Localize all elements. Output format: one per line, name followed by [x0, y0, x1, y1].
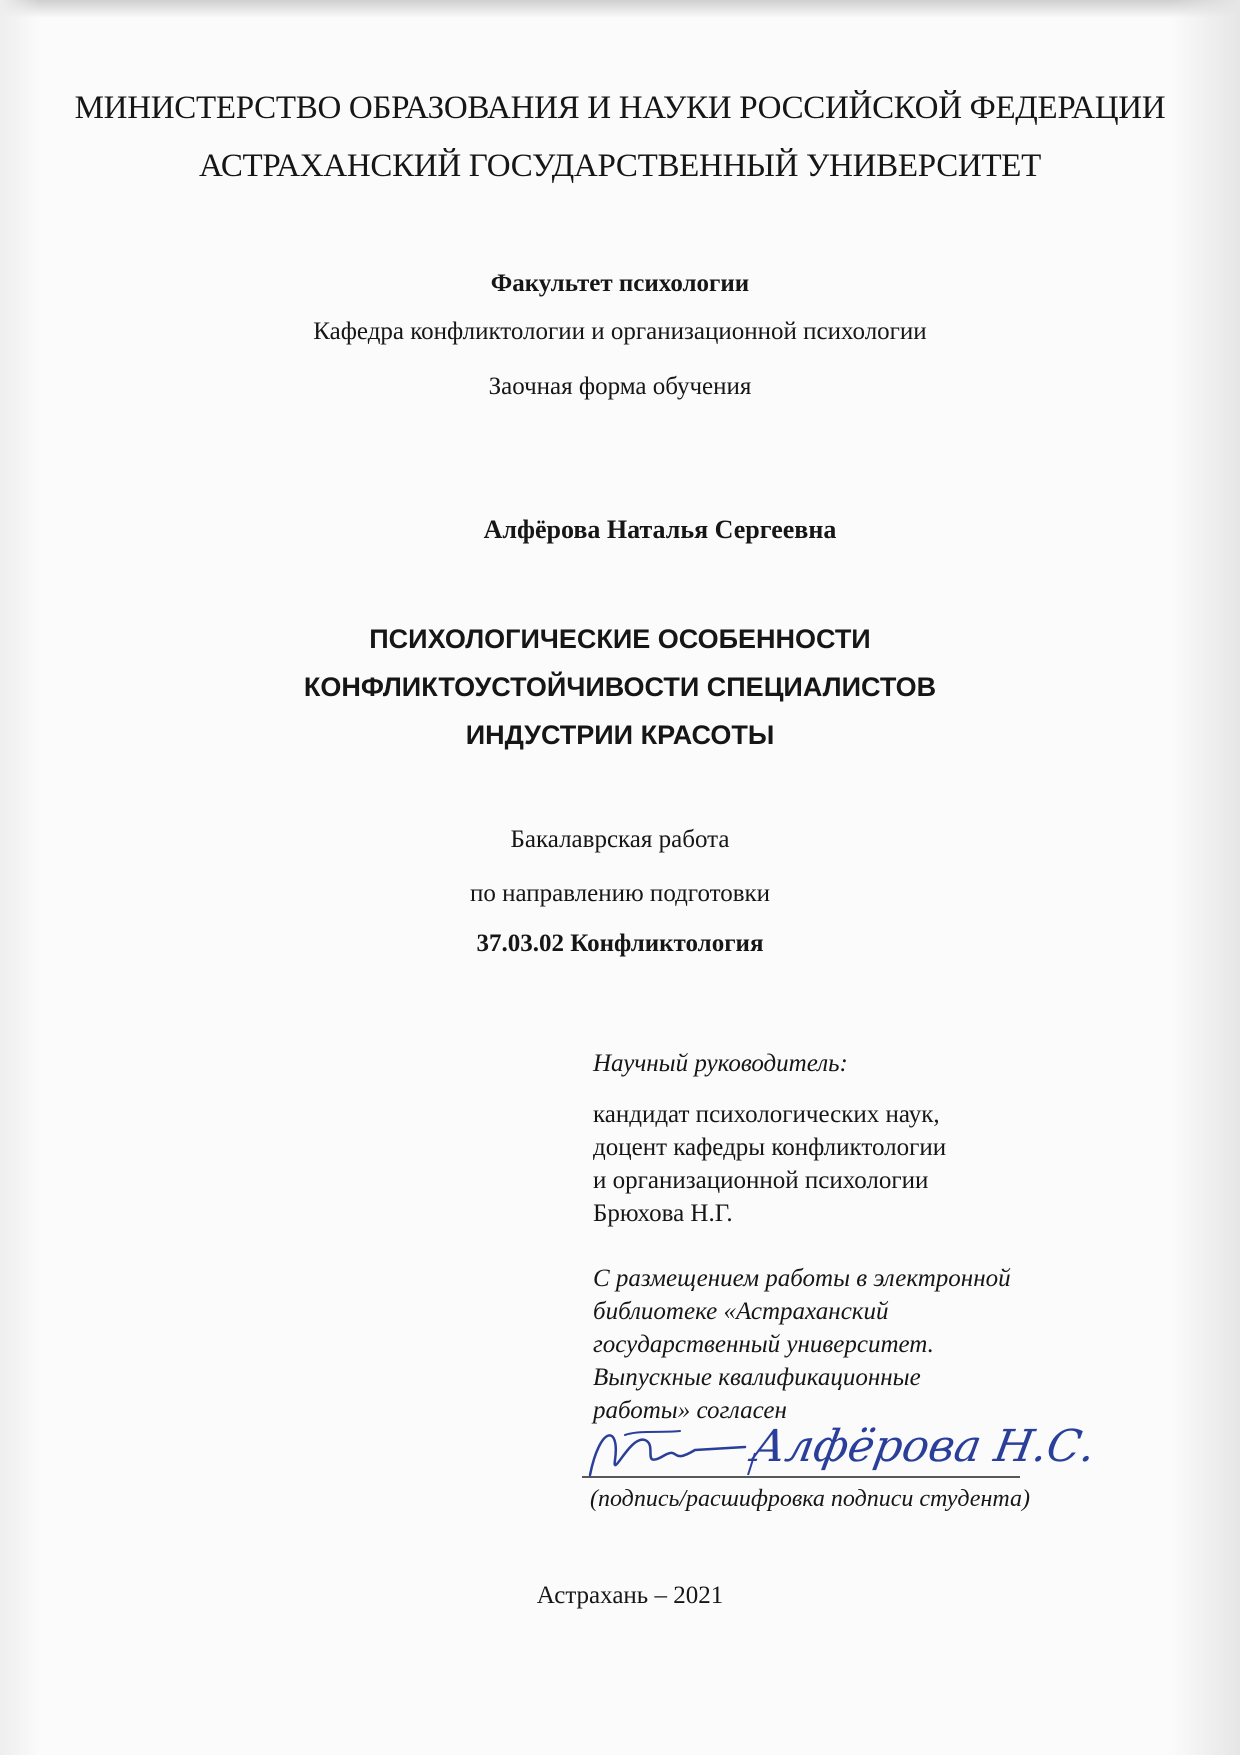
thesis-title-line: КОНФЛИКТОУСТОЙЧИВОСТИ СПЕЦИАЛИСТОВ: [303, 672, 937, 702]
scan-shadow-top: [0, 0, 1240, 18]
consent-line: работы» согласен: [593, 1397, 787, 1424]
supervisor-line: Брюхова Н.Г.: [593, 1200, 733, 1227]
consent-line: библиотеке «Астраханский: [593, 1298, 889, 1325]
work-type: Бакалаврская работа: [510, 826, 730, 853]
study-form: Заочная форма обучения: [488, 373, 752, 400]
speciality: 37.03.02 Конфликтология: [476, 930, 764, 957]
thesis-title-line: ПСИХОЛОГИЧЕСКИЕ ОСОБЕННОСТИ: [369, 624, 871, 654]
supervisor-line: и организационной психологии: [593, 1167, 929, 1194]
supervisor-line: доцент кафедры конфликтологии: [593, 1134, 947, 1161]
consent-line: государственный университет.: [593, 1331, 934, 1358]
thesis-title-line: ИНДУСТРИИ КРАСОТЫ: [465, 720, 775, 750]
student-signature: [570, 1405, 1130, 1490]
thesis-title: [0, 615, 1240, 759]
author-name: Алфёрова Наталья Сергеевна: [483, 515, 837, 544]
consent-line: Выпускные квалификационные: [593, 1364, 921, 1391]
ministry-heading: МИНИСТЕРСТВО ОБРАЗОВАНИЯ И НАУКИ РОССИЙСКОЙ ФЕДЕРАЦИИ: [74, 90, 1166, 126]
library-consent: [593, 1262, 1011, 1427]
supervisor-line: кандидат психологических наук,: [593, 1101, 940, 1128]
direction-label: по направлению подготовки: [469, 880, 771, 907]
signature-caption: (подпись/расшифровка подписи студента): [590, 1486, 1030, 1512]
faculty-name: Факультет психологии: [490, 270, 750, 297]
signature-transcript: Алфёрова Н.С.: [748, 1421, 1100, 1472]
supervisor-heading: Научный руководитель:: [593, 1050, 848, 1077]
university-heading: АСТРАХАНСКИЙ ГОСУДАРСТВЕННЫЙ УНИВЕРСИТЕТ: [198, 148, 1042, 184]
scan-shadow-left: [0, 0, 40, 1755]
scan-shadow-right: [1170, 0, 1240, 1755]
consent-line: С размещением работы в электронной: [593, 1265, 1011, 1292]
department-name: Кафедра конфликтологии и организационной психологии: [313, 318, 927, 345]
city-year: Астрахань – 2021: [536, 1582, 724, 1609]
supervisor-details: [593, 1098, 946, 1230]
